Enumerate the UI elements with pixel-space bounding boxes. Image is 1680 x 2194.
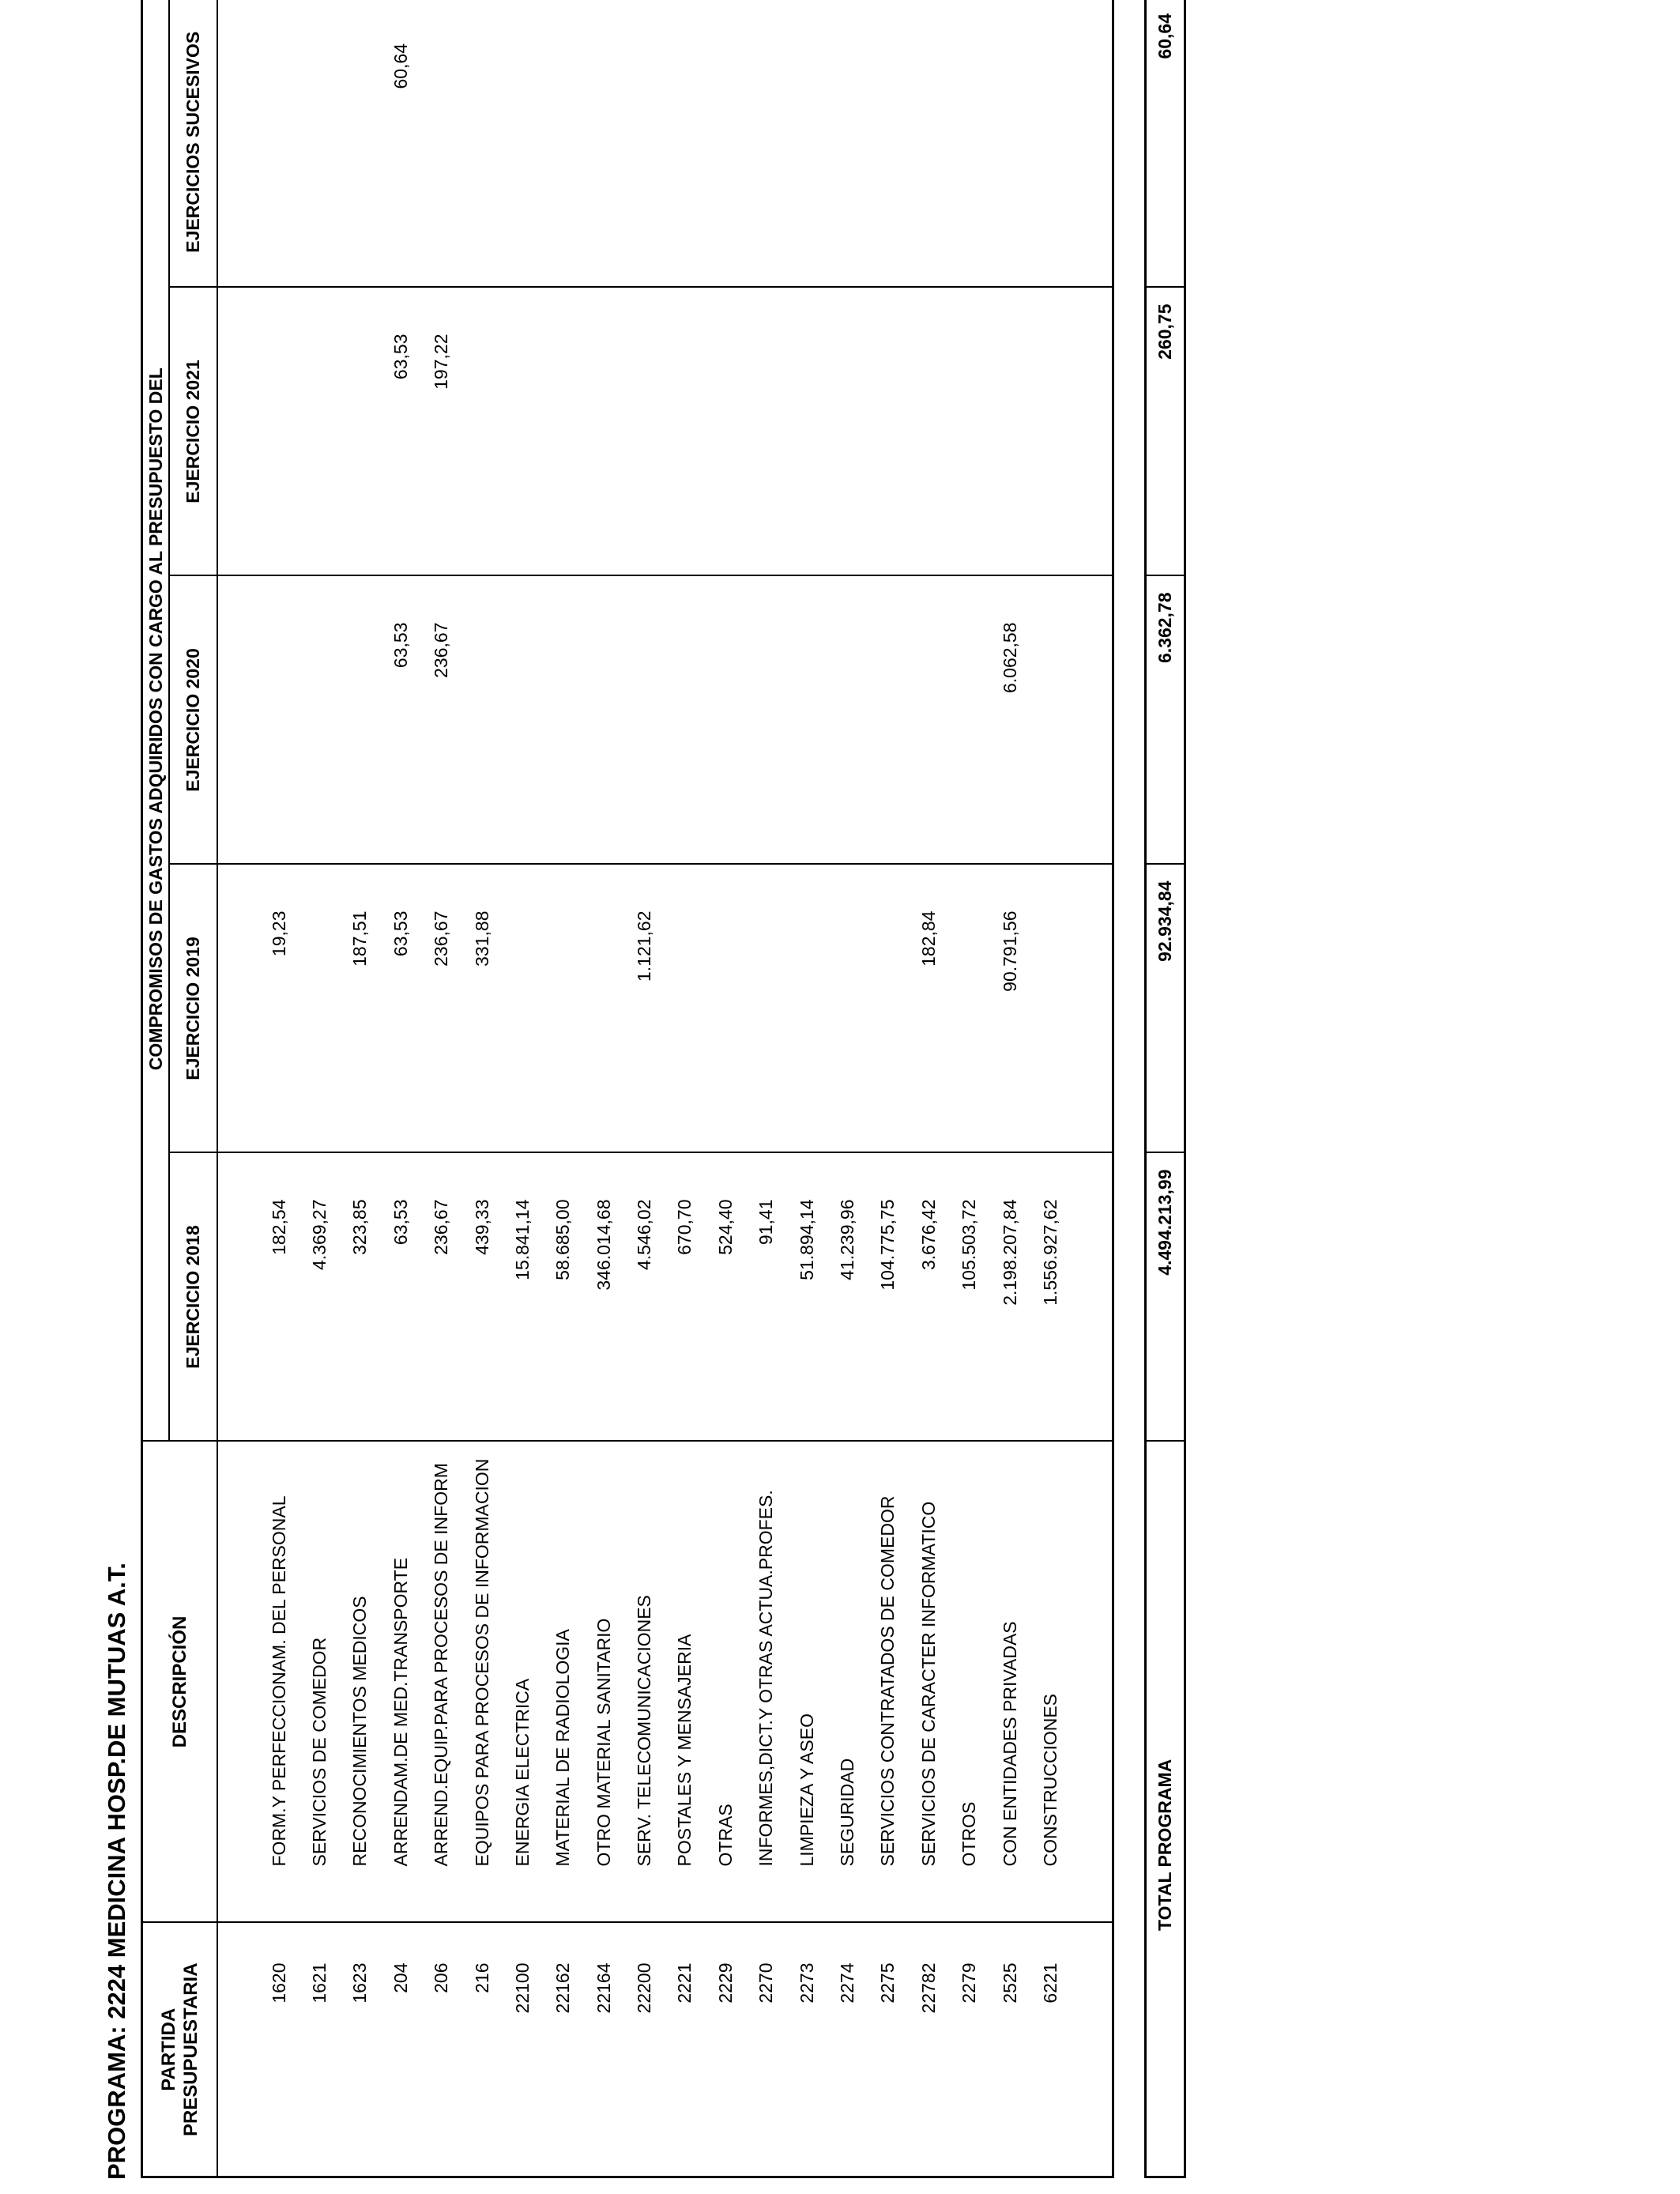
cell-descripcion: CON ENTIDADES PRIVADAS	[989, 1442, 1030, 1923]
cell-2020	[868, 576, 908, 865]
cell-2021	[1030, 288, 1071, 576]
cell-partida: 2525	[989, 1923, 1030, 2177]
cell-2018: 182,54	[258, 1153, 299, 1442]
table-row	[258, 0, 299, 2177]
cell-partida: 1621	[299, 1923, 340, 2177]
cell-descripcion: OTRAS	[706, 1442, 746, 1923]
header-year-2021: EJERCICIO 2021	[169, 288, 217, 576]
cell-2018: 236,67	[421, 1153, 461, 1442]
cell-2020	[746, 576, 786, 865]
cell-sucesivos	[340, 0, 380, 288]
cell-2020	[584, 576, 624, 865]
cell-2019	[503, 865, 543, 1153]
cell-2018: 63,53	[381, 1153, 421, 1442]
cell-2019: 331,88	[461, 865, 502, 1153]
cell-partida: 216	[461, 1923, 502, 2177]
cell-sucesivos	[746, 0, 786, 288]
cell-2021	[746, 288, 786, 576]
cell-descripcion: OTROS	[949, 1442, 989, 1923]
cell-sucesivos	[868, 0, 908, 288]
table-row	[989, 0, 1030, 2177]
top-spacer-row	[217, 0, 258, 2177]
cell-2019	[949, 865, 989, 1153]
table-row	[868, 0, 908, 2177]
cell-2018: 104.775,75	[868, 1153, 908, 1442]
table-row	[786, 0, 827, 2177]
cell-2018: 524,40	[706, 1153, 746, 1442]
cell-2018: 323,85	[340, 1153, 380, 1442]
cell-2020	[503, 576, 543, 865]
cell-sucesivos	[665, 0, 705, 288]
cell-descripcion: ENERGIA ELECTRICA	[503, 1442, 543, 1923]
cell-descripcion: SERVICIOS DE COMEDOR	[299, 1442, 340, 1923]
header-year-2018: EJERCICIO 2018	[169, 1153, 217, 1442]
total-2021: 260,75	[1146, 288, 1185, 576]
header-descripcion: DESCRIPCIÓN	[142, 1442, 218, 1923]
cell-2019	[1030, 865, 1071, 1153]
cell-2018: 91,41	[746, 1153, 786, 1442]
cell-partida: 2270	[746, 1923, 786, 2177]
cell-sucesivos	[706, 0, 746, 288]
cell-2019: 187,51	[340, 865, 380, 1153]
table-row	[949, 0, 989, 2177]
table-row	[584, 0, 624, 2177]
cell-2021	[461, 288, 502, 576]
cell-descripcion: SERVICIOS DE CARACTER INFORMATICO	[909, 1442, 949, 1923]
cell-2018: 2.198.207,84	[989, 1153, 1030, 1442]
total-sucesivos: 60,64	[1146, 0, 1185, 288]
table-row	[381, 0, 421, 2177]
cell-descripcion: OTRO MATERIAL SANITARIO	[584, 1442, 624, 1923]
cell-partida: 206	[421, 1923, 461, 2177]
cell-2021	[868, 288, 908, 576]
cell-sucesivos	[503, 0, 543, 288]
cell-2020	[827, 576, 868, 865]
cell-2018: 1.556.927,62	[1030, 1153, 1071, 1442]
cell-2020: 63,53	[381, 576, 421, 865]
table-row	[543, 0, 583, 2177]
cell-2019: 236,67	[421, 865, 461, 1153]
cell-partida: 1623	[340, 1923, 380, 2177]
cell-2021	[584, 288, 624, 576]
cell-2021	[503, 288, 543, 576]
header-year-2020: EJERCICIO 2020	[169, 576, 217, 865]
total-label: TOTAL PROGRAMA	[1146, 1442, 1185, 2177]
cell-2018: 439,33	[461, 1153, 502, 1442]
cell-2020	[1030, 576, 1071, 865]
cell-partida: 22162	[543, 1923, 583, 2177]
total-table	[1144, 0, 1186, 2178]
cell-2019: 90.791,56	[989, 865, 1030, 1153]
cell-sucesivos	[1030, 0, 1071, 288]
cell-2020	[299, 576, 340, 865]
cell-partida: 22164	[584, 1923, 624, 2177]
cell-2020: 236,67	[421, 576, 461, 865]
cell-2021	[258, 288, 299, 576]
table-body	[217, 0, 1113, 2177]
header-group-compromisos: COMPROMISOS DE GASTOS ADQUIRIDOS CON CARGO AL PRESUPUESTO DEL	[142, 0, 170, 1442]
cell-2018: 4.369,27	[299, 1153, 340, 1442]
cell-2019	[584, 865, 624, 1153]
cell-sucesivos	[421, 0, 461, 288]
cell-partida: 2279	[949, 1923, 989, 2177]
cell-descripcion: INFORMES,DICT.Y OTRAS ACTUA.PROFES.	[746, 1442, 786, 1923]
cell-2020	[949, 576, 989, 865]
table-row	[1030, 0, 1071, 2177]
cell-2018: 41.239,96	[827, 1153, 868, 1442]
cell-descripcion: FORM.Y PERFECCIONAM. DEL PERSONAL	[258, 1442, 299, 1923]
cell-descripcion: SEGURIDAD	[827, 1442, 868, 1923]
cell-2019	[746, 865, 786, 1153]
table-row	[746, 0, 786, 2177]
total-2019: 92.934,84	[1146, 865, 1185, 1153]
total-row	[1146, 0, 1185, 2177]
cell-2020	[909, 576, 949, 865]
cell-2019	[543, 865, 583, 1153]
cell-descripcion: CONSTRUCCIONES	[1030, 1442, 1071, 1923]
cell-descripcion: SERVICIOS CONTRATADOS DE COMEDOR	[868, 1442, 908, 1923]
table-row	[340, 0, 380, 2177]
cell-2019	[706, 865, 746, 1153]
header-sucesivos: EJERCICIOS SUCESIVOS	[169, 0, 217, 288]
cell-2021: 63,53	[381, 288, 421, 576]
cell-sucesivos	[258, 0, 299, 288]
cell-2021	[786, 288, 827, 576]
cell-2018: 105.503,72	[949, 1153, 989, 1442]
cell-partida: 22100	[503, 1923, 543, 2177]
cell-partida: 2273	[786, 1923, 827, 2177]
cell-2019: 63,53	[381, 865, 421, 1153]
cell-2021	[706, 288, 746, 576]
cell-2018: 51.894,14	[786, 1153, 827, 1442]
cell-2018: 4.546,02	[624, 1153, 665, 1442]
cell-2019	[827, 865, 868, 1153]
table-row	[421, 0, 461, 2177]
cell-2018: 58.685,00	[543, 1153, 583, 1442]
cell-2019: 182,84	[909, 865, 949, 1153]
cell-2021	[624, 288, 665, 576]
cell-descripcion: MATERIAL DE RADIOLOGIA	[543, 1442, 583, 1923]
header-row-group	[142, 0, 170, 2177]
cell-descripcion: ARRENDAM.DE MED.TRANSPORTE	[381, 1442, 421, 1923]
cell-2020	[706, 576, 746, 865]
table-row	[624, 0, 665, 2177]
cell-sucesivos	[989, 0, 1030, 288]
cell-descripcion: SERV. TELECOMUNICACIONES	[624, 1442, 665, 1923]
cell-partida: 6221	[1030, 1923, 1071, 2177]
table-row	[461, 0, 502, 2177]
cell-2021	[340, 288, 380, 576]
cell-sucesivos	[461, 0, 502, 288]
cell-partida: 22782	[909, 1923, 949, 2177]
cell-descripcion: RECONOCIMIENTOS MEDICOS	[340, 1442, 380, 1923]
cell-descripcion: POSTALES Y MENSAJERIA	[665, 1442, 705, 1923]
cell-partida: 2274	[827, 1923, 868, 2177]
cell-2018: 670,70	[665, 1153, 705, 1442]
commitments-table	[141, 0, 1114, 2178]
cell-2019: 1.121,62	[624, 865, 665, 1153]
cell-partida: 22200	[624, 1923, 665, 2177]
cell-2020: 6.062,58	[989, 576, 1030, 865]
cell-2020	[258, 576, 299, 865]
cell-descripcion: ARREND.EQUIP.PARA PROCESOS DE INFORM	[421, 1442, 461, 1923]
total-2018: 4.494.213,99	[1146, 1153, 1185, 1442]
cell-2019: 19,23	[258, 865, 299, 1153]
total-2020: 6.362,78	[1146, 576, 1185, 865]
cell-sucesivos	[624, 0, 665, 288]
cell-partida: 2221	[665, 1923, 705, 2177]
cell-2020	[786, 576, 827, 865]
cell-2018: 346.014,68	[584, 1153, 624, 1442]
cell-2019	[665, 865, 705, 1153]
cell-descripcion: EQUIPOS PARA PROCESOS DE INFORMACION	[461, 1442, 502, 1923]
header-year-2019: EJERCICIO 2019	[169, 865, 217, 1153]
bottom-spacer-row	[1071, 0, 1113, 2177]
cell-sucesivos: 60,64	[381, 0, 421, 288]
cell-sucesivos	[584, 0, 624, 288]
cell-partida: 2229	[706, 1923, 746, 2177]
cell-2021	[665, 288, 705, 576]
cell-2018: 15.841,14	[503, 1153, 543, 1442]
header-partida: PARTIDA PRESUPUESTARIA	[142, 1923, 218, 2177]
cell-sucesivos	[949, 0, 989, 288]
cell-2021	[543, 288, 583, 576]
cell-2019	[299, 865, 340, 1153]
table-row	[827, 0, 868, 2177]
cell-2020	[340, 576, 380, 865]
cell-2021	[909, 288, 949, 576]
cell-sucesivos	[543, 0, 583, 288]
program-title: PROGRAMA: 2224 MEDICINA HOSP.DE MUTUAS A.T.	[103, 1563, 130, 2180]
cell-2021: 197,22	[421, 288, 461, 576]
cell-2021	[827, 288, 868, 576]
cell-2021	[949, 288, 989, 576]
table-row	[503, 0, 543, 2177]
cell-sucesivos	[786, 0, 827, 288]
cell-sucesivos	[827, 0, 868, 288]
table-row	[706, 0, 746, 2177]
cell-descripcion: LIMPIEZA Y ASEO	[786, 1442, 827, 1923]
table-row	[909, 0, 949, 2177]
cell-2020	[665, 576, 705, 865]
cell-partida: 204	[381, 1923, 421, 2177]
cell-2020	[543, 576, 583, 865]
cell-2021	[989, 288, 1030, 576]
cell-2019	[786, 865, 827, 1153]
cell-partida: 2275	[868, 1923, 908, 2177]
table-row	[665, 0, 705, 2177]
table-row	[299, 0, 340, 2177]
cell-2020	[624, 576, 665, 865]
cell-sucesivos	[909, 0, 949, 288]
cell-partida: 1620	[258, 1923, 299, 2177]
cell-2021	[299, 288, 340, 576]
cell-sucesivos	[299, 0, 340, 288]
cell-2020	[461, 576, 502, 865]
cell-2018: 3.676,42	[909, 1153, 949, 1442]
cell-2019	[868, 865, 908, 1153]
